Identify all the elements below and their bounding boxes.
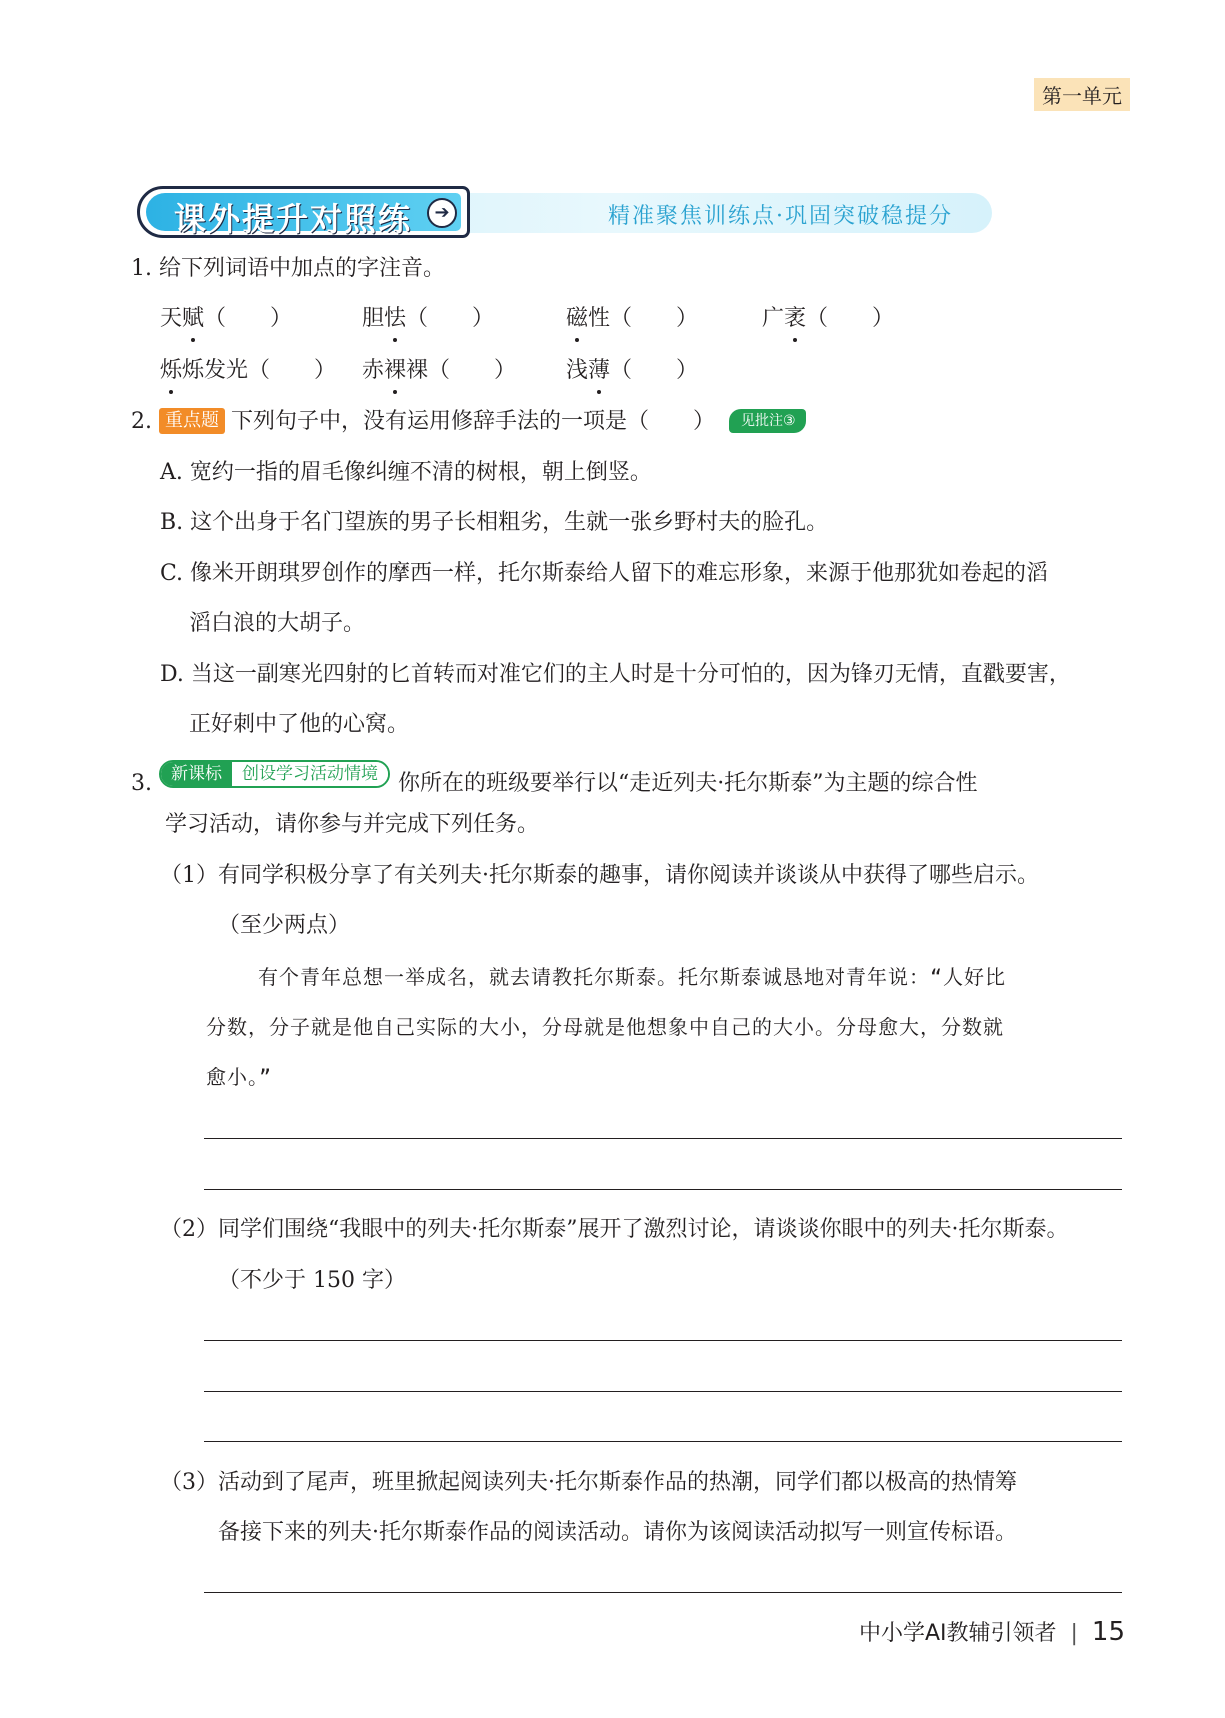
option-d[interactable]: D. 当这一副寒光四射的匕首转而对准它们的主人时是十分可怕的，因为锋刃无情，直戳要害， xyxy=(160,662,1071,687)
word-item: 磁性（ ） xyxy=(566,304,698,334)
question-2-stem: 2. 重点题 下列句子中，没有运用修辞手法的一项是（ ） 见批注③ xyxy=(131,407,806,437)
question-3-stem-cont: 学习活动，请你参与并完成下列任务。 xyxy=(165,812,540,837)
dotted-char: 磁 xyxy=(566,304,588,334)
answer-line[interactable] xyxy=(204,1441,1122,1442)
answer-blank[interactable]: （ ） xyxy=(806,306,895,331)
answer-line[interactable] xyxy=(204,1391,1122,1392)
answer-line[interactable] xyxy=(204,1189,1122,1190)
annotation-note-tag[interactable]: 见批注③ xyxy=(729,409,806,433)
option-d-cont: 正好刺中了他的心窝。 xyxy=(189,712,410,737)
footer-separator: | xyxy=(1070,1621,1078,1646)
word-item: 赤裸裸（ ） xyxy=(362,356,516,386)
answer-line[interactable] xyxy=(204,1340,1122,1341)
answer-blank[interactable]: （ ） xyxy=(204,306,293,331)
dotted-char: 袤 xyxy=(784,304,806,334)
dotted-char: 烁 xyxy=(160,356,182,386)
word-item: 广袤（ ） xyxy=(762,304,894,334)
sub-question-3-cont: 备接下来的列夫·托尔斯泰作品的阅读活动。请你为该阅读活动拟写一则宣传标语。 xyxy=(218,1520,1017,1545)
answer-line[interactable] xyxy=(204,1592,1122,1593)
word-item: 烁烁发光（ ） xyxy=(160,356,336,386)
sub-question-1: （1）有同学积极分享了有关列夫·托尔斯泰的趣事，请你阅读并谈谈从中获得了哪些启示。 xyxy=(160,863,1039,888)
reading-passage-line: 分数，分子就是他自己实际的大小，分母就是他想象中自己的大小。分母愈大，分数就 xyxy=(206,1015,1004,1039)
page-footer xyxy=(859,1616,1125,1647)
section-banner-title: 课外提升对照练 xyxy=(174,200,413,238)
question-3-stem: 3. 新课标 创设学习活动情境 你所在的班级要举行以“走近列夫·托尔斯泰”为主题的综合性 xyxy=(131,760,978,799)
dotted-char: 裸 xyxy=(384,356,406,386)
unit-label: 第一单元 xyxy=(1034,78,1130,111)
reading-passage-line: 愈小。” xyxy=(206,1065,273,1089)
arrow-right-icon: ➔ xyxy=(427,198,457,228)
option-c[interactable]: C. 像米开朗琪罗创作的摩西一样，托尔斯泰给人留下的难忘形象，来源于他那犹如卷起的滔 xyxy=(160,561,1049,586)
footer-brand: 中小学AI教辅引领者 xyxy=(858,1621,1057,1646)
answer-blank[interactable]: （ ） xyxy=(610,306,699,331)
answer-blank[interactable]: （ ） xyxy=(248,358,337,383)
reading-passage-line: 有个青年总想一举成名，就去请教托尔斯泰。托尔斯泰诚恳地对青年说：“人好比 xyxy=(258,965,1007,989)
answer-blank[interactable]: （ ） xyxy=(428,358,517,383)
option-b[interactable]: B. 这个出身于名门望族的男子长相粗劣，生就一张乡野村夫的脸孔。 xyxy=(160,510,829,535)
section-banner-fill xyxy=(146,193,461,238)
page-number: 15 xyxy=(1091,1617,1125,1647)
sub-question-2-note: （不少于 150 字） xyxy=(218,1268,406,1293)
option-a[interactable]: A. 宽约一指的眉毛像纠缠不清的树根，朝上倒竖。 xyxy=(160,460,652,485)
dotted-char: 薄 xyxy=(588,356,610,386)
dotted-char: 怯 xyxy=(384,304,406,334)
question-1-stem: 1. 给下列词语中加点的字注音。 xyxy=(131,256,445,281)
section-banner-subtitle: 精准聚焦训练点·巩固突破稳提分 xyxy=(608,204,953,229)
new-curriculum-badge: 新课标 创设学习活动情境 xyxy=(159,760,390,788)
word-item: 浅薄（ ） xyxy=(566,356,698,386)
sub-question-3: （3）活动到了尾声，班里掀起阅读列夫·托尔斯泰作品的热潮，同学们都以极高的热情筹 xyxy=(160,1470,1017,1495)
word-item: 胆怯（ ） xyxy=(362,304,494,334)
word-item: 天赋（ ） xyxy=(160,304,292,334)
key-question-badge: 重点题 xyxy=(159,408,225,434)
sub-question-1-note: （至少两点） xyxy=(218,913,351,938)
section-banner xyxy=(137,186,470,238)
answer-blank[interactable]: （ ） xyxy=(610,358,699,383)
answer-blank[interactable]: （ ） xyxy=(406,306,495,331)
answer-line[interactable] xyxy=(204,1138,1122,1139)
option-c-cont: 滔白浪的大胡子。 xyxy=(189,611,366,636)
dotted-char: 赋 xyxy=(182,304,204,334)
sub-question-2: （2）同学们围绕“我眼中的列夫·托尔斯泰”展开了激烈讨论，请谈谈你眼中的列夫·托尔斯泰。 xyxy=(160,1217,1069,1242)
